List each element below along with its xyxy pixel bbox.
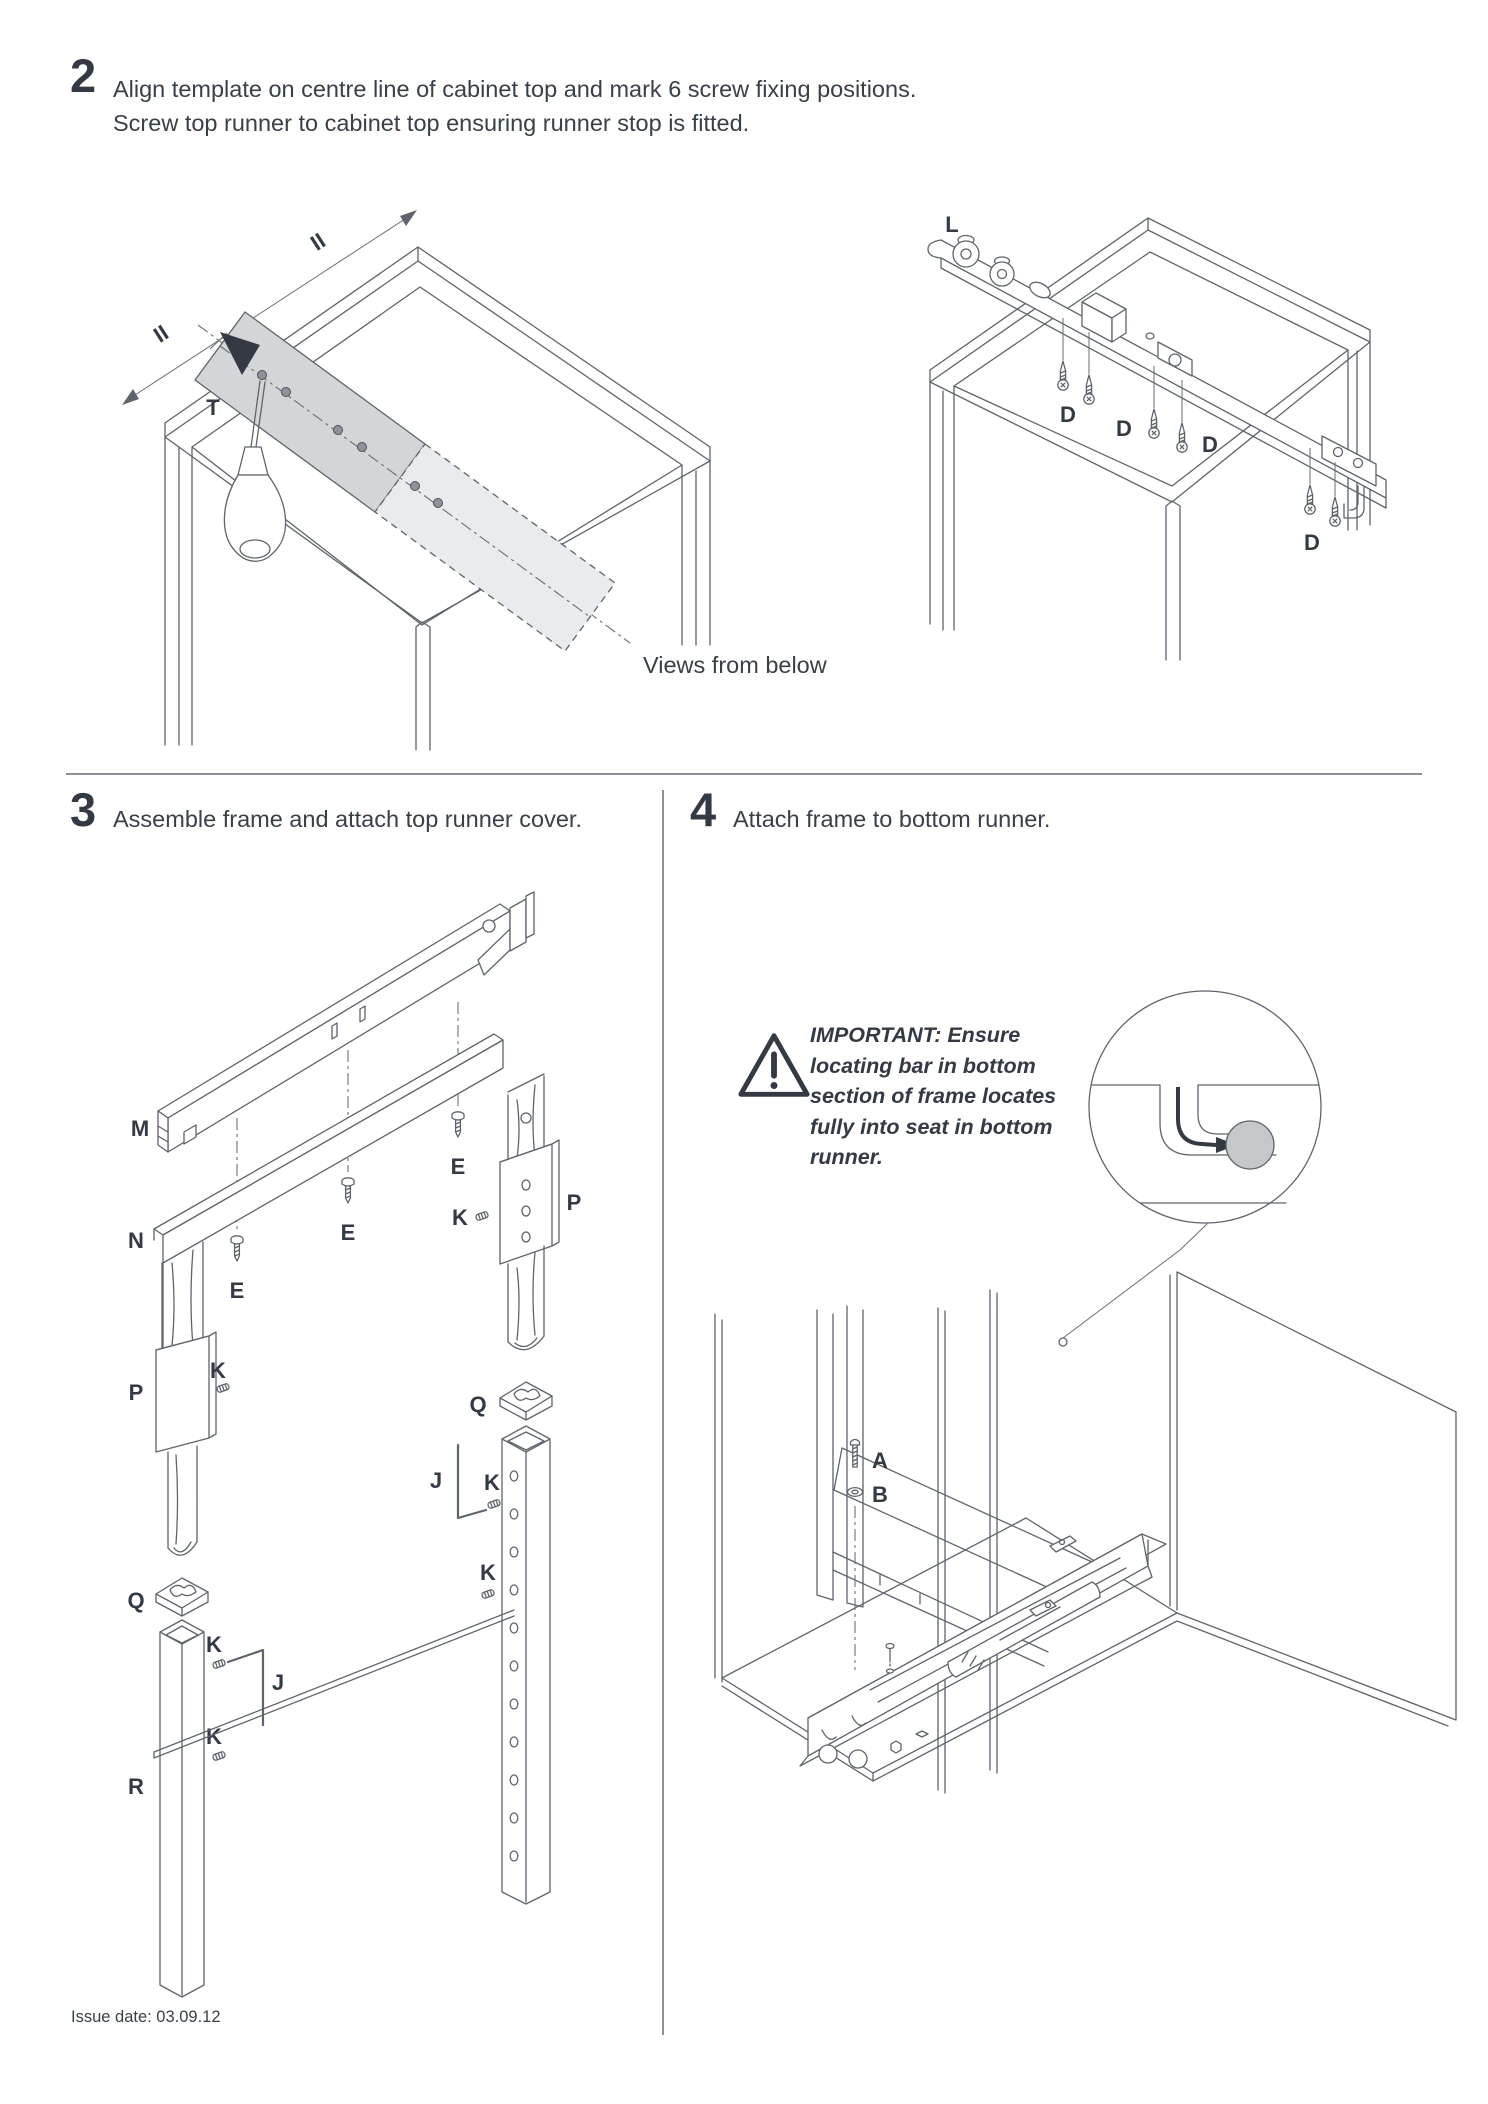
part-label-frame-top: N	[128, 1228, 144, 1253]
part-label-template: T	[206, 395, 220, 420]
diagram-frame-assembly	[80, 880, 620, 2010]
section-divider	[66, 773, 1422, 775]
part-label-hexkey: J	[271, 1670, 285, 1695]
corner-cap-right	[500, 1382, 552, 1420]
part-label-screw: E	[229, 1278, 245, 1303]
right-upright	[500, 1074, 559, 1350]
part-label-grubscrew: K	[484, 1470, 500, 1495]
left-upright	[156, 1242, 216, 1555]
part-label-screw: D	[1116, 416, 1132, 441]
part-label-cap: Q	[469, 1392, 487, 1417]
part-label-sleeve: P	[128, 1380, 144, 1405]
part-label-grubscrew: K	[206, 1724, 222, 1749]
part-label-tube: R	[128, 1774, 144, 1799]
step2-instructions	[113, 72, 916, 140]
part-label-runner: L	[945, 212, 959, 237]
diagram-top-runner-fixing	[870, 190, 1440, 660]
step3-number: 3	[70, 783, 97, 836]
part-label-hexkey: J	[429, 1468, 443, 1493]
part-label-screw: E	[450, 1154, 466, 1179]
part-label-screw: D	[1060, 402, 1076, 427]
part-label-grubscrew: K	[206, 1632, 222, 1657]
equal-mark-label: II	[148, 319, 173, 348]
part-label-sleeve: P	[566, 1190, 582, 1215]
dimension-arrow	[400, 210, 417, 226]
dimension-arrow	[122, 389, 139, 405]
hex-key	[458, 1445, 486, 1518]
bottom-tube-r	[160, 1620, 204, 1997]
diagram-bottom-runner-attachment	[700, 1250, 1460, 1930]
part-label-bolt: A	[872, 1448, 888, 1473]
step4-title: Attach frame to bottom runner.	[733, 806, 1051, 832]
top-runner-cover	[158, 892, 534, 1152]
runner-screws	[1058, 318, 1340, 526]
step2-line2: Screw top runner to cabinet top ensuring runner stop is fitted.	[113, 110, 750, 136]
step2-number: 2	[70, 49, 97, 102]
top-runner	[928, 236, 1386, 519]
part-label-grubscrew: K	[210, 1358, 226, 1383]
part-label-screw: E	[340, 1220, 356, 1245]
part-label-screw: D	[1304, 530, 1320, 555]
detail-inset-locating-bar	[1080, 985, 1330, 1255]
equal-mark-label: II	[305, 227, 330, 256]
views-from-below-caption: Views from below	[643, 652, 827, 678]
part-label-cover: M	[130, 1116, 150, 1141]
step3-title: Assemble frame and attach top runner cover.	[113, 806, 582, 832]
part-label-cap: Q	[127, 1588, 145, 1613]
warning-triangle-icon	[735, 1028, 813, 1102]
important-warning: IMPORTANT: Ensure locating bar in bottom section of frame locates fully into seat in bottom runner.	[810, 1023, 1057, 1170]
right-lower-tube	[502, 1426, 550, 1904]
part-label-washer: B	[872, 1482, 888, 1507]
corner-cap-left	[156, 1578, 208, 1616]
hex-key	[228, 1650, 263, 1725]
part-label-grubscrew: K	[480, 1560, 496, 1585]
part-label-grubscrew: K	[452, 1205, 468, 1230]
locating-bar-seat	[1226, 1121, 1274, 1169]
column-divider	[662, 790, 664, 2035]
step2-line1: Align template on centre line of cabinet top and mark 6 screw fixing positions.	[113, 76, 917, 102]
step4-number: 4	[690, 783, 717, 836]
part-label-screw: D	[1202, 432, 1218, 457]
issue-date: Issue date: 03.09.12	[71, 2008, 221, 2026]
